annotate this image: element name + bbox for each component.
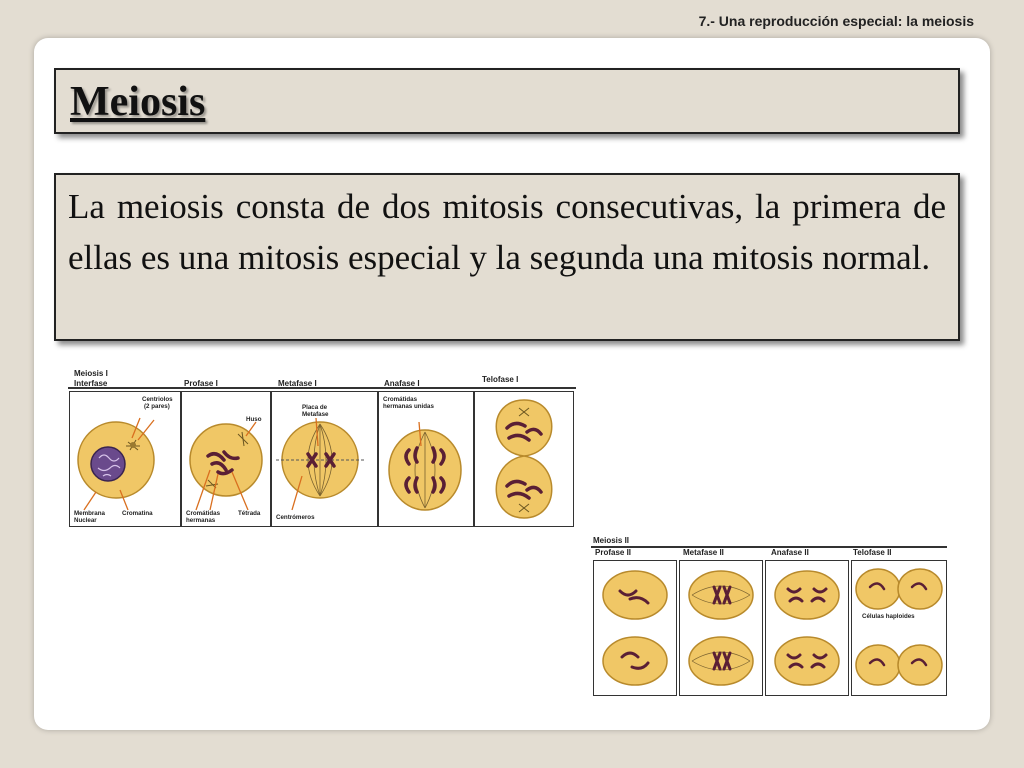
- label-tetrada: Tétrada: [238, 510, 261, 517]
- panel-metafase-ii: [679, 560, 763, 696]
- interfase-cell-drawing: [70, 392, 180, 526]
- label-cromatidas-unidas-1: Cromátidas: [383, 396, 418, 403]
- metafase-ii-cells-drawing: [680, 561, 762, 695]
- panel-telofase-ii: [851, 560, 947, 696]
- label-centromeros: Centrómeros: [276, 514, 315, 521]
- panel-profase-i: [181, 391, 271, 527]
- label-centriolos: Centriolos: [142, 396, 173, 403]
- label-huso: Huso: [246, 416, 262, 423]
- phase-label-anafase-ii: Anafase II: [771, 548, 809, 557]
- panel-anafase-ii: [765, 560, 849, 696]
- phase-label-profase-ii: Profase II: [595, 548, 632, 557]
- phase-label-telofase-i: Telofase I: [482, 375, 519, 384]
- phase-label-metafase-ii: Metafase II: [683, 548, 724, 557]
- description-box: [54, 173, 960, 341]
- anafase-i-cell-drawing: [379, 392, 473, 526]
- slide-title: Meiosis: [70, 79, 206, 125]
- label-2-pares: (2 pares): [144, 403, 170, 410]
- profase-ii-cells-drawing: [594, 561, 676, 695]
- phase-label-telofase-ii: Telofase II: [853, 548, 892, 557]
- label-cromatidas-unidas-2: hermanas unidas: [383, 403, 434, 410]
- label-nuclear: Nuclear: [74, 517, 97, 524]
- label-placa-de: Placa de: [302, 404, 328, 411]
- telofase-ii-cells-drawing: [852, 561, 946, 695]
- telofase-i-cell-drawing: [475, 392, 573, 526]
- title-box: [54, 68, 960, 134]
- label-cromatina: Cromatina: [122, 510, 153, 517]
- chapter-heading: 7.- Una reproducción especial: la meiosis: [698, 13, 974, 29]
- label-metafase: Metafase: [302, 411, 329, 418]
- panel-anafase-i: [378, 391, 474, 527]
- description-text: La meiosis consta de dos mitosis consecutivas, la primera de ellas es una mitosis especial y la segunda una mitosis normal.: [68, 187, 946, 277]
- meiosis-i-title: Meiosis I: [74, 369, 108, 378]
- profase-i-cell-drawing: [182, 392, 270, 526]
- phase-label-metafase-i: Metafase I: [278, 379, 317, 388]
- phase-label-profase-i: Profase I: [184, 379, 218, 388]
- meiosis-i-diagram: [66, 369, 580, 529]
- phase-label-anafase-i: Anafase I: [384, 379, 420, 388]
- panel-telofase-i: [474, 391, 574, 527]
- anafase-ii-cells-drawing: [766, 561, 848, 695]
- meiosis-ii-diagram: [591, 536, 949, 698]
- meiosis-i-rule: [68, 387, 576, 389]
- panel-interfase: [69, 391, 181, 527]
- label-membrana: Membrana: [74, 510, 105, 517]
- label-hermanas: hermanas: [186, 517, 216, 524]
- meiosis-ii-title: Meiosis II: [593, 536, 630, 545]
- panel-profase-ii: [593, 560, 677, 696]
- phase-label-interfase: Interfase: [74, 379, 108, 388]
- meiosis-ii-rule: [591, 546, 947, 548]
- label-cromatidas: Cromátidas: [186, 510, 221, 517]
- label-celulas-haploides: Células haploides: [862, 613, 915, 620]
- panel-metafase-i: [271, 391, 378, 527]
